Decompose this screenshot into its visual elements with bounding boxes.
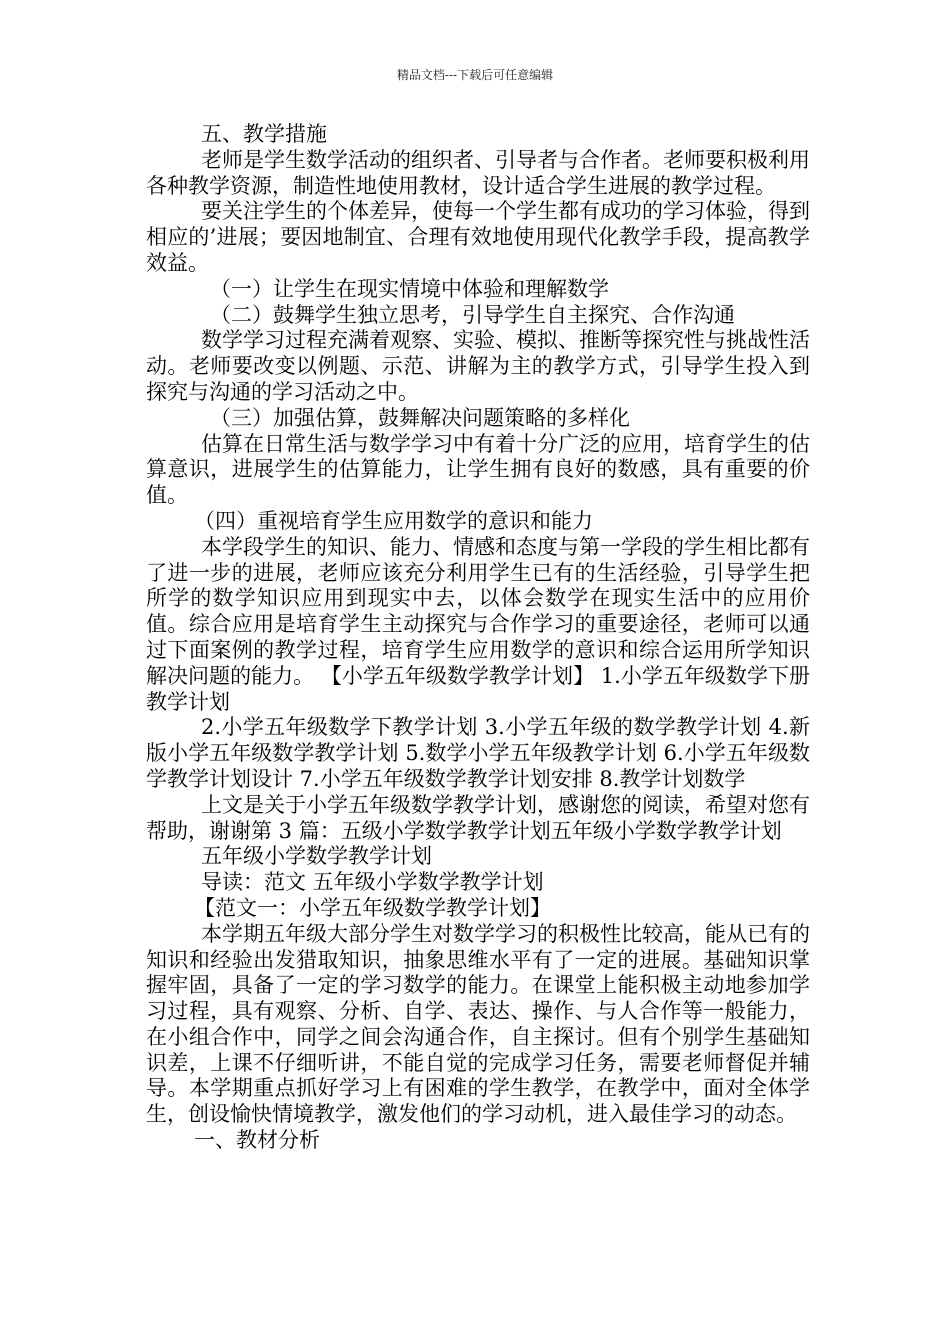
- paragraph: 上文是关于小学五年级数学教学计划，感谢您的阅读，希望对您有帮助，谢谢第 3 篇：五级小学数学教学计划五年级小学数学教学计划: [146, 792, 810, 843]
- section-heading-textbook-analysis: 一、教材分析: [194, 1128, 320, 1153]
- paragraph: 本学期五年级大部分学生对数学学习的积极性比较高，能从已有的知识和经验出发猎取知识，抽象思维水平有了一定的进展。基础知识掌握牢固，具备了一定的学习数学的能力。在课堂上能积极主动地参加学习过程，具有观察、分析、自学、表达、操作、与人合作等一般能力，在小组合作中，同学之间会沟通合作，自主探讨。但有个别学生基础知识差，上课不仔细听讲，不能自觉的完成学习任务，需要老师督促并辅导。本学期重点抓好学习上有困难的学生教学，在教学中，面对全体学生，创设愉快情境教学，激发他们的学习动机，进入最佳学习的动态。: [146, 921, 810, 1127]
- document-title: 五年级小学数学教学计划: [201, 844, 432, 869]
- paragraph: 估算在日常生活与数学学习中有着十分广泛的应用，培育学生的估算意识，进展学生的估算能力，让学生拥有良好的数感，具有重要的价值。: [146, 431, 810, 508]
- subheading: （一）让学生在现实情境中体验和理解数学: [210, 276, 609, 301]
- section-heading-teaching-measures: 五、教学措施: [201, 122, 327, 146]
- subheading: （三）加强估算，鼓舞解决问题策略的多样化: [210, 405, 630, 430]
- page-header: 精品文档---下载后可任意编辑: [396, 68, 554, 82]
- paragraph: 本学段学生的知识、能力、情感和态度与第一学段的学生相比都有了进一步的进展，老师应该充分利用学生已有的生活经验，引导学生把所学的数学知识应用到现实中去，以体会数学在现实生活中的应用价值。综合应用是培育学生主动探究与合作学习的重要途径，老师可以通过下面案例的教学过程，培育学生应用数学的意识和综合运用所学知识解决问题的能力。 【小学五年级数学教学计划】 1.小学五年级数学下册教学计划: [146, 534, 810, 714]
- paragraph: 数学学习过程充满着观察、实验、模拟、推断等探究性与挑战性活动。老师要改变以例题、示范、讲解为主的教学方式，引导学生投入到探究与沟通的学习活动之中。: [146, 328, 810, 404]
- document-body: [146, 122, 810, 1154]
- guide-line: 导读：范文 五年级小学数学教学计划: [201, 870, 544, 895]
- subheading: （四）重视培育学生应用数学的意识和能力: [194, 508, 593, 533]
- paragraph: 2.小学五年级数学下教学计划 3.小学五年级的数学教学计划 4.新版小学五年级数学教学计划 5.数学小学五年级教学计划 6.小学五年级数学教学计划设计 7.小学五年级数学教学计划安排 8.教学计划数学: [146, 715, 810, 791]
- sample-heading: 【范文一：小学五年级数学教学计划】: [194, 895, 551, 920]
- paragraph: 要关注学生的个体差异，使每一个学生都有成功的学习体验，得到相应的’进展；要因地制宜、合理有效地使用现代化教学手段，提高教学效益。: [146, 199, 810, 275]
- subheading: （二）鼓舞学生独立思考，引导学生自主探究、合作沟通: [210, 302, 735, 327]
- paragraph: 老师是学生数学活动的组织者、引导者与合作者。老师要积极利用各种教学资源，制造性地使用教材，设计适合学生进展的教学过程。: [146, 147, 810, 198]
